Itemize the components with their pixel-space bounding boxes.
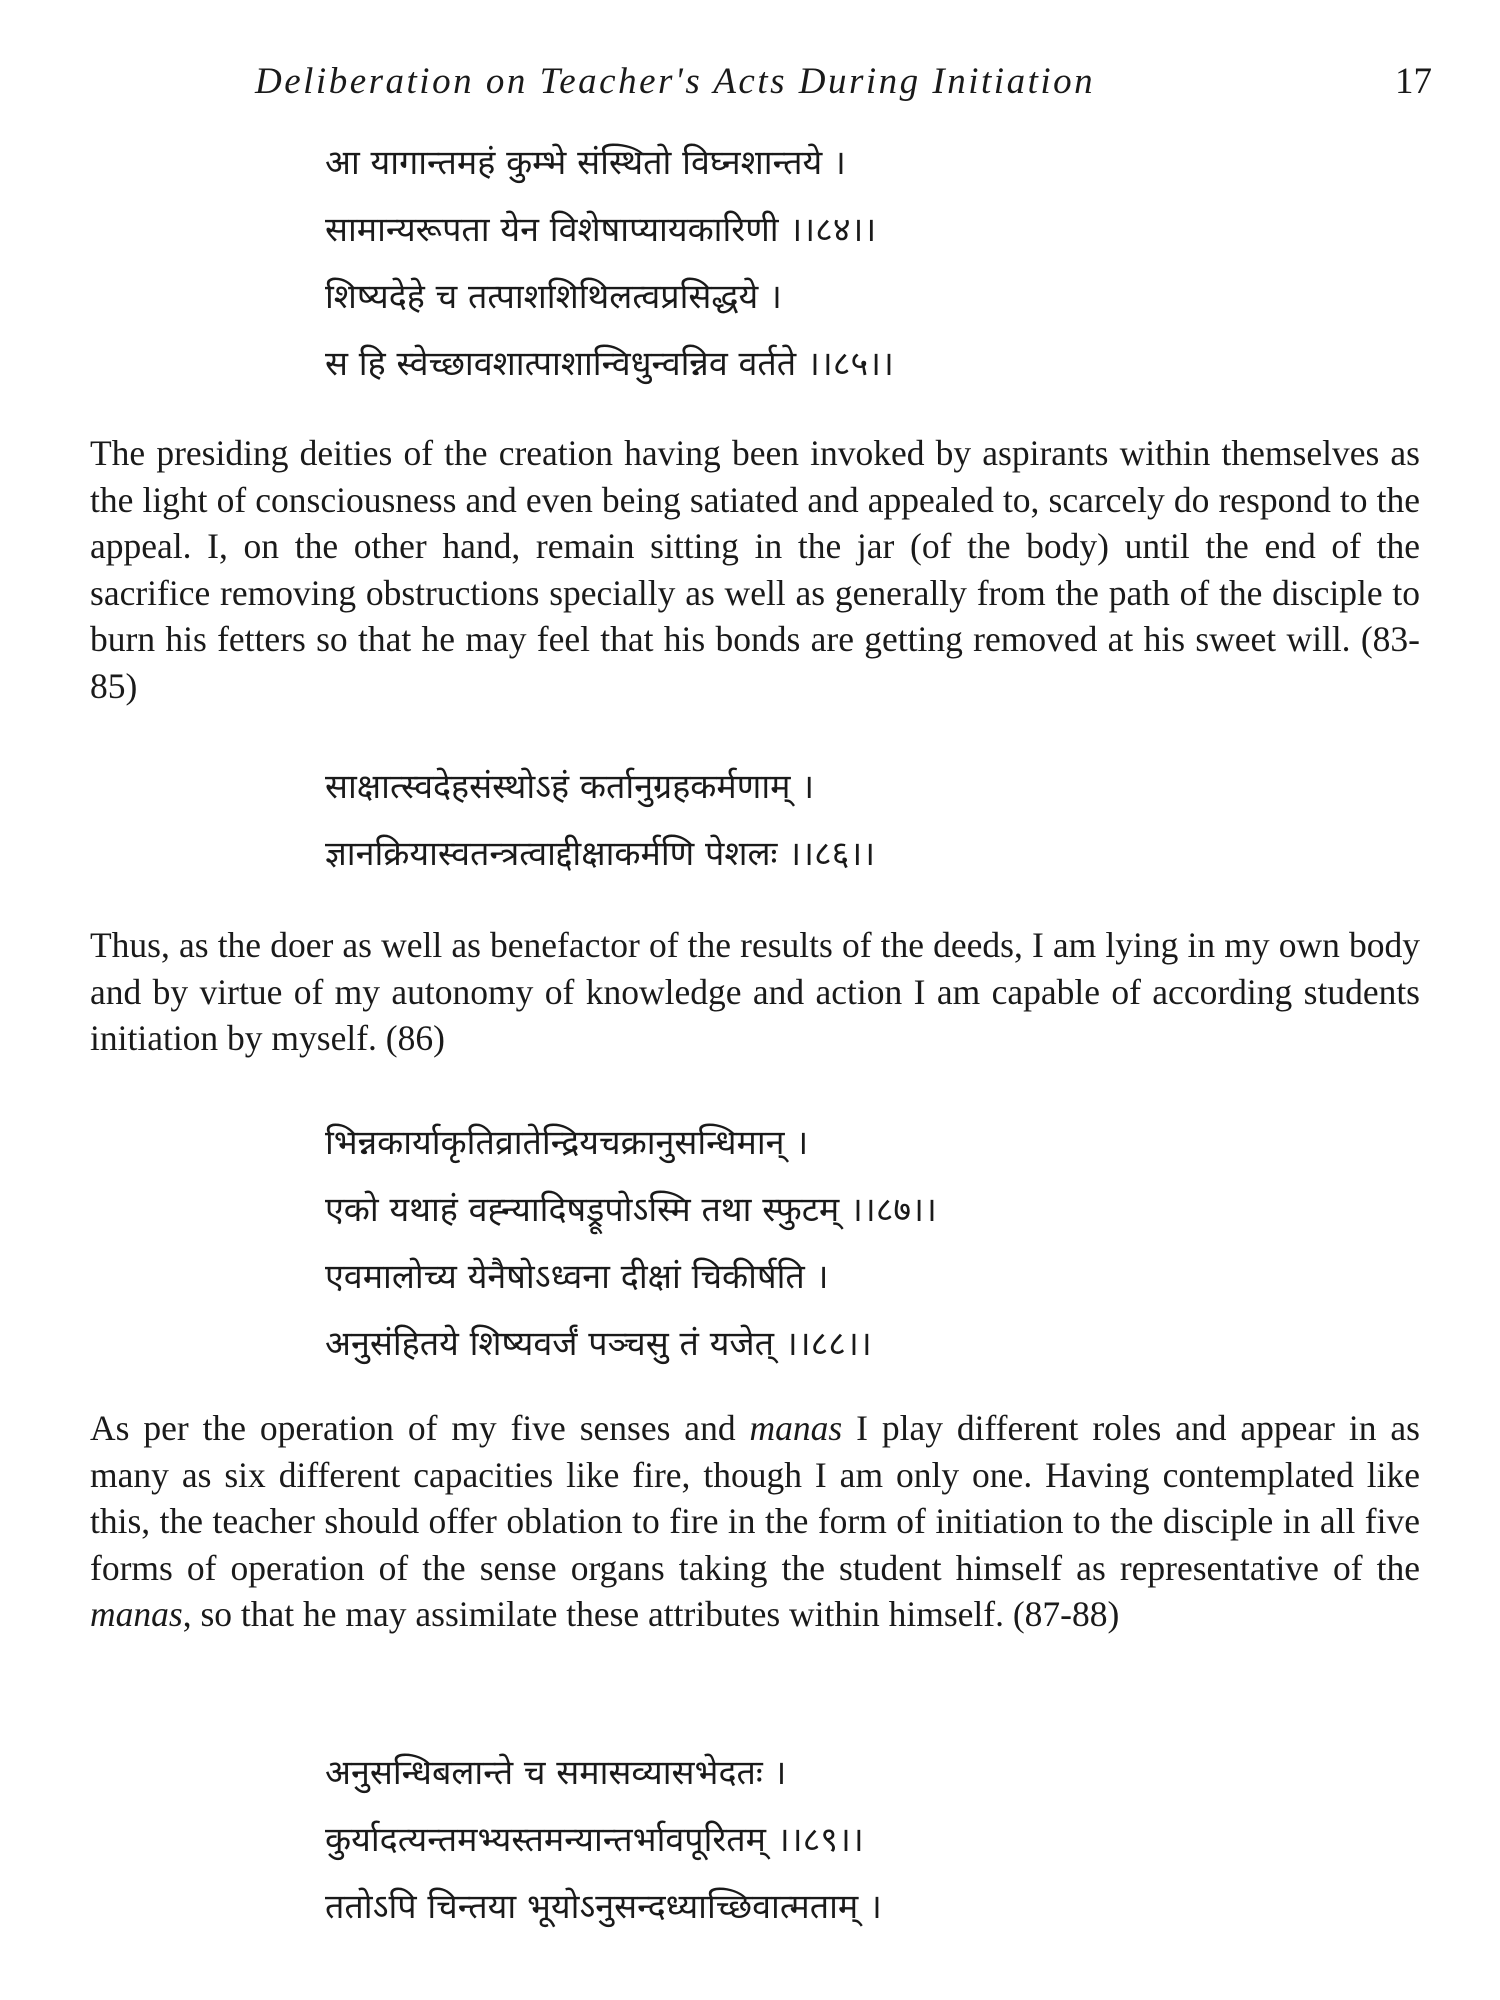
translation-paragraph-87-88 <box>90 1405 1420 1638</box>
verse-line: कुर्यादत्यन्तमभ्यस्तमन्यान्तर्भावपूरितम् ।।८९।। <box>325 1820 864 1860</box>
verse-line: शिष्यदेहे च तत्पाशशिथिलत्वप्रसिद्धये । <box>325 277 782 317</box>
page-number: 17 <box>1395 61 1432 102</box>
paragraph-text: , so that he may assimilate these attributes within himself. (87-88) <box>182 1594 1120 1634</box>
verse-line: एवमालोच्य येनैषोऽध्वना दीक्षां चिकीर्षति । <box>325 1257 829 1297</box>
translation-paragraph-83-85: The presiding deities of the creation having been invoked by aspirants within themselves as the light of consciousness and even being satiated and appealed to, scarcely do respond to the appeal. I, on the other hand, remain sitting in the jar (of the body) until the end of the sacrifice removing obstructions specially as well as generally from the path of the disciple to burn his fetters so that he may feel that his bonds are getting removed at his sweet will. (83-85) <box>90 433 1420 706</box>
verse-block-87-88 <box>325 1110 1425 1378</box>
verse-line: भिन्नकार्याकृतिव्रातेन्द्रियचक्रानुसन्धिमान् । <box>325 1123 809 1163</box>
paragraph-text: As per the operation of my five senses and <box>90 1408 750 1448</box>
verse-line: ततोऽपि चिन्तया भूयोऽनुसन्दध्याच्छिवात्मताम् । <box>325 1887 882 1927</box>
verse-line: एको यथाहं वह्न्यादिषड्रूपोऽस्मि तथा स्फुटम् ।।८७।। <box>325 1190 937 1230</box>
verse-line: अनुसन्धिबलान्ते च समासव्यासभेदतः । <box>325 1753 787 1793</box>
verse-line: आ यागान्तमहं कुम्भे संस्थितो विघ्नशान्तये । <box>325 143 846 183</box>
verse-line: सामान्यरूपता येन विशेषाप्यायकारिणी ।।८४।। <box>325 210 877 250</box>
verse-line: ज्ञानक्रियास्वतन्त्रत्वाद्दीक्षाकर्मणि पेशलः ।।८६।। <box>325 834 876 874</box>
sanskrit-term-manas: manas <box>749 1408 843 1448</box>
translation-paragraph-86: Thus, as the doer as well as benefactor of the results of the deeds, I am lying in my own body and by virtue of my autonomy of knowledge and action I am capable of according students initiation by myself. (86) <box>90 925 1420 1058</box>
verse-line: स हि स्वेच्छावशात्पाशान्विधुन्वन्निव वर्तते ।।८५।। <box>325 344 894 384</box>
verse-line: अनुसंहितये शिष्यवर्जं पञ्चसु तं यजेत् ।।८८।। <box>325 1324 872 1364</box>
verse-block-89 <box>325 1740 1425 1941</box>
running-head: Deliberation on Teacher's Acts During Initiation <box>255 61 1096 102</box>
verse-block-84-85 <box>325 130 1425 398</box>
paragraph-text: I play different roles and appear in as many as six different capacities like fire, though I am only one. Having contemplated like this, the teacher should offer oblation to fire in the form of initiation to the disciple in all five forms of operation of the sense organs taking the student himself as representative of the <box>90 1408 1420 1588</box>
sanskrit-term-manas: manas <box>90 1594 183 1634</box>
verse-line: साक्षात्स्वदेहसंस्थोऽहं कर्तानुग्रहकर्मणाम् । <box>325 767 815 807</box>
verse-block-86 <box>325 754 1425 888</box>
